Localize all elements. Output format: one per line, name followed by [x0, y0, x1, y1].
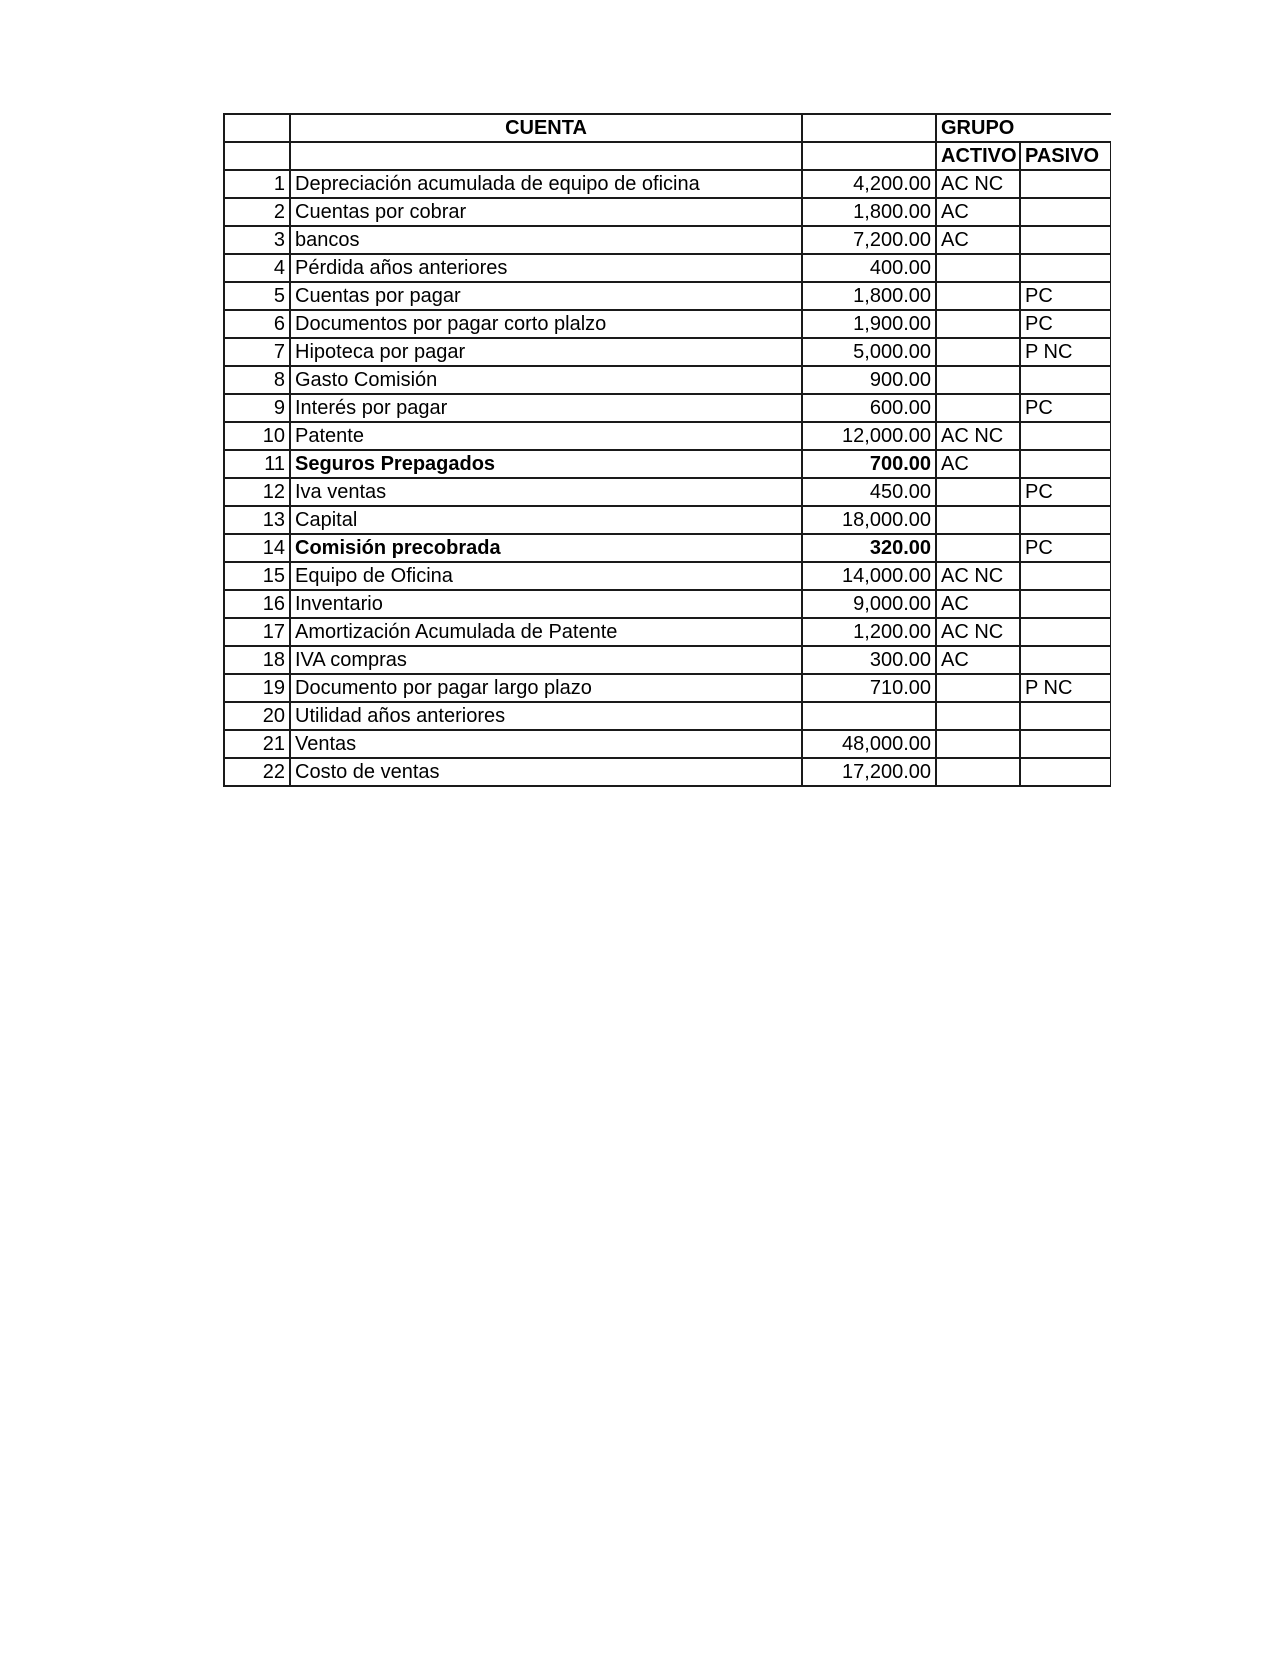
table-row — [224, 170, 1111, 198]
account-amount: 1,200.00 — [802, 618, 936, 646]
table-row — [224, 394, 1111, 422]
activo-class: AC — [936, 226, 1020, 254]
activo-class: AC NC — [936, 170, 1020, 198]
row-number: 3 — [224, 226, 290, 254]
account-amount: 320.00 — [802, 534, 936, 562]
account-amount: 300.00 — [802, 646, 936, 674]
account-name: Patente — [290, 422, 802, 450]
activo-class — [936, 478, 1020, 506]
pasivo-class: PC — [1020, 478, 1111, 506]
account-name: Ventas — [290, 730, 802, 758]
pasivo-class — [1020, 506, 1111, 534]
activo-class — [936, 282, 1020, 310]
pasivo-class: PC — [1020, 534, 1111, 562]
account-name: Cuentas por pagar — [290, 282, 802, 310]
pasivo-class: PC — [1020, 310, 1111, 338]
activo-class: AC NC — [936, 618, 1020, 646]
account-amount: 1,900.00 — [802, 310, 936, 338]
account-amount: 4,200.00 — [802, 170, 936, 198]
row-number: 5 — [224, 282, 290, 310]
account-amount: 7,200.00 — [802, 226, 936, 254]
pasivo-class — [1020, 422, 1111, 450]
activo-class — [936, 506, 1020, 534]
activo-class — [936, 310, 1020, 338]
row-number: 21 — [224, 730, 290, 758]
account-amount: 450.00 — [802, 478, 936, 506]
row-number: 22 — [224, 758, 290, 786]
account-amount: 1,800.00 — [802, 282, 936, 310]
row-number: 18 — [224, 646, 290, 674]
activo-class: AC NC — [936, 422, 1020, 450]
activo-class — [936, 534, 1020, 562]
table-row — [224, 422, 1111, 450]
table-row — [224, 674, 1111, 702]
activo-class — [936, 730, 1020, 758]
row-number: 2 — [224, 198, 290, 226]
activo-class: AC — [936, 646, 1020, 674]
pasivo-class — [1020, 254, 1111, 282]
activo-class — [936, 394, 1020, 422]
row-number: 16 — [224, 590, 290, 618]
row-number: 7 — [224, 338, 290, 366]
account-name: Utilidad años anteriores — [290, 702, 802, 730]
pasivo-class — [1020, 646, 1111, 674]
activo-class: AC NC — [936, 562, 1020, 590]
header-activo: ACTIVO — [936, 142, 1020, 170]
table-row — [224, 590, 1111, 618]
account-amount: 5,000.00 — [802, 338, 936, 366]
table-row — [224, 450, 1111, 478]
row-number: 11 — [224, 450, 290, 478]
table-row — [224, 254, 1111, 282]
account-name: IVA compras — [290, 646, 802, 674]
subheader-num-cell — [224, 142, 290, 170]
pasivo-class — [1020, 366, 1111, 394]
table-row — [224, 338, 1111, 366]
table-row — [224, 198, 1111, 226]
subheader-amount-cell — [802, 142, 936, 170]
account-name: Pérdida años anteriores — [290, 254, 802, 282]
account-amount: 12,000.00 — [802, 422, 936, 450]
activo-class — [936, 366, 1020, 394]
row-number: 10 — [224, 422, 290, 450]
activo-class — [936, 758, 1020, 786]
account-amount: 710.00 — [802, 674, 936, 702]
account-name: Amortización Acumulada de Patente — [290, 618, 802, 646]
account-name: Interés por pagar — [290, 394, 802, 422]
pasivo-class — [1020, 562, 1111, 590]
accounts-table — [223, 113, 1111, 787]
table-row — [224, 730, 1111, 758]
activo-class: AC — [936, 450, 1020, 478]
row-number: 6 — [224, 310, 290, 338]
pasivo-class — [1020, 450, 1111, 478]
header-grupo: GRUPO — [936, 114, 1111, 142]
account-amount: 17,200.00 — [802, 758, 936, 786]
account-name: bancos — [290, 226, 802, 254]
row-number: 4 — [224, 254, 290, 282]
account-amount — [802, 702, 936, 730]
row-number: 20 — [224, 702, 290, 730]
account-amount: 900.00 — [802, 366, 936, 394]
table-row — [224, 562, 1111, 590]
pasivo-class — [1020, 170, 1111, 198]
pasivo-class: P NC — [1020, 674, 1111, 702]
header-amount-cell — [802, 114, 936, 142]
activo-class — [936, 674, 1020, 702]
activo-class — [936, 702, 1020, 730]
table-row — [224, 478, 1111, 506]
row-number: 1 — [224, 170, 290, 198]
account-amount: 48,000.00 — [802, 730, 936, 758]
account-name: Seguros Prepagados — [290, 450, 802, 478]
subheader-row — [224, 142, 1111, 170]
account-name: Hipoteca por pagar — [290, 338, 802, 366]
row-number: 12 — [224, 478, 290, 506]
pasivo-class — [1020, 226, 1111, 254]
table-row — [224, 310, 1111, 338]
pasivo-class — [1020, 758, 1111, 786]
header-row — [224, 114, 1111, 142]
pasivo-class — [1020, 590, 1111, 618]
pasivo-class: PC — [1020, 282, 1111, 310]
account-name: Cuentas por cobrar — [290, 198, 802, 226]
account-name: Equipo de Oficina — [290, 562, 802, 590]
pasivo-class: PC — [1020, 394, 1111, 422]
row-number: 17 — [224, 618, 290, 646]
account-name: Capital — [290, 506, 802, 534]
table-row — [224, 758, 1111, 786]
table-row — [224, 366, 1111, 394]
header-pasivo: PASIVO — [1020, 142, 1111, 170]
account-amount: 400.00 — [802, 254, 936, 282]
table-row — [224, 702, 1111, 730]
row-number: 13 — [224, 506, 290, 534]
account-name: Depreciación acumulada de equipo de oficina — [290, 170, 802, 198]
pasivo-class — [1020, 198, 1111, 226]
account-amount: 700.00 — [802, 450, 936, 478]
header-cuenta: CUENTA — [290, 114, 802, 142]
account-name: Documentos por pagar corto plalzo — [290, 310, 802, 338]
row-number: 19 — [224, 674, 290, 702]
activo-class: AC — [936, 590, 1020, 618]
table-row — [224, 226, 1111, 254]
account-name: Comisión precobrada — [290, 534, 802, 562]
activo-class — [936, 254, 1020, 282]
header-num-cell — [224, 114, 290, 142]
pasivo-class — [1020, 702, 1111, 730]
row-number: 8 — [224, 366, 290, 394]
pasivo-class — [1020, 618, 1111, 646]
row-number: 9 — [224, 394, 290, 422]
activo-class — [936, 338, 1020, 366]
activo-class: AC — [936, 198, 1020, 226]
row-number: 14 — [224, 534, 290, 562]
pasivo-class — [1020, 730, 1111, 758]
spreadsheet-viewport — [223, 113, 1111, 787]
account-name: Gasto Comisión — [290, 366, 802, 394]
account-amount: 1,800.00 — [802, 198, 936, 226]
table-row — [224, 282, 1111, 310]
account-name: Iva ventas — [290, 478, 802, 506]
row-number: 15 — [224, 562, 290, 590]
account-name: Inventario — [290, 590, 802, 618]
account-amount: 14,000.00 — [802, 562, 936, 590]
account-name: Documento por pagar largo plazo — [290, 674, 802, 702]
table-row — [224, 534, 1111, 562]
pasivo-class: P NC — [1020, 338, 1111, 366]
account-amount: 18,000.00 — [802, 506, 936, 534]
subheader-name-cell — [290, 142, 802, 170]
table-row — [224, 506, 1111, 534]
table-row — [224, 618, 1111, 646]
account-name: Costo de ventas — [290, 758, 802, 786]
account-amount: 600.00 — [802, 394, 936, 422]
table-row — [224, 646, 1111, 674]
account-amount: 9,000.00 — [802, 590, 936, 618]
